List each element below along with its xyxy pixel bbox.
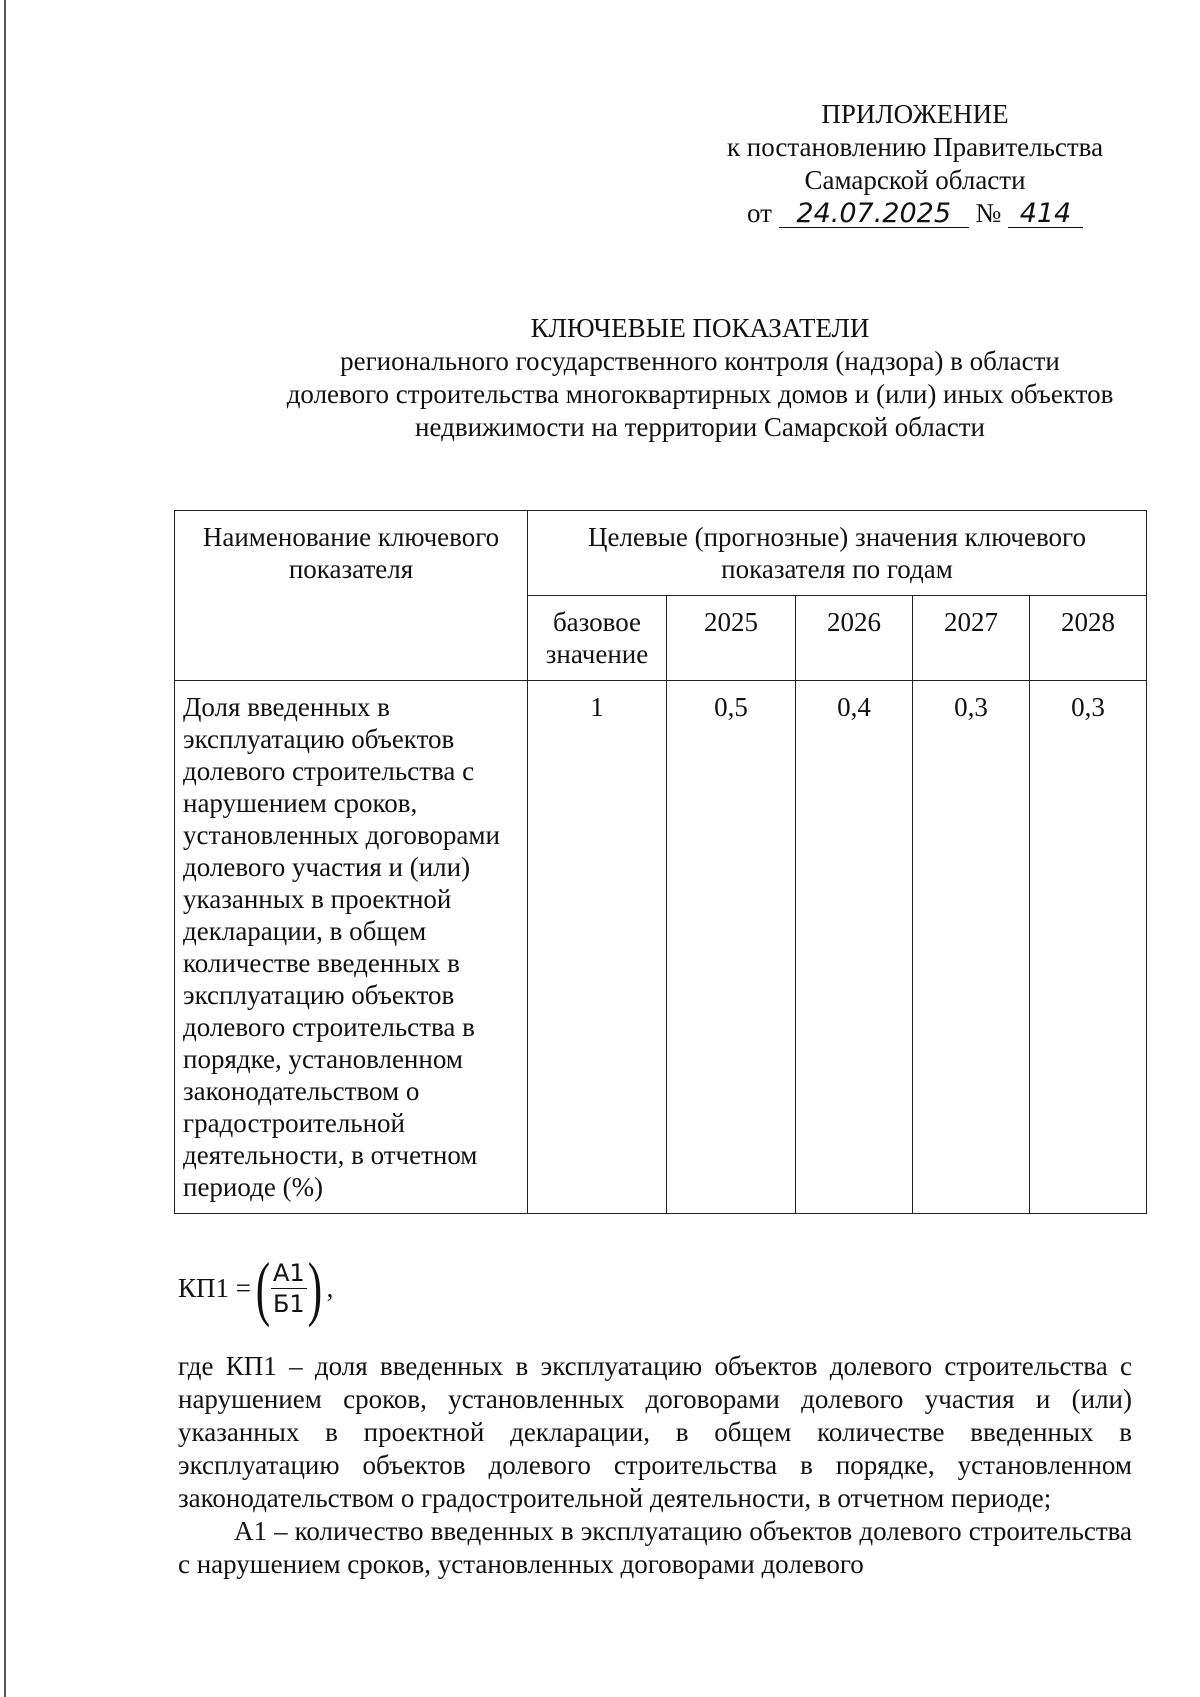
value-2028: 0,3 <box>1030 681 1147 1214</box>
paragraph-definition-a1: А1 – количество введенных в эксплуатацию объектов долевого строительства с нарушением сроков, установленных договорами долевого <box>178 1516 1132 1579</box>
value-base: 1 <box>528 681 667 1214</box>
value-2026: 0,4 <box>796 681 913 1214</box>
title-heading: КЛЮЧЕВЫЕ ПОКАЗАТЕЛИ <box>530 313 870 343</box>
header-year-2027: 2027 <box>913 596 1030 681</box>
handwritten-date: 24.07.2025 <box>779 201 969 228</box>
body-text <box>178 1350 1132 1581</box>
formula-numerator: А1 <box>272 1258 305 1287</box>
appendix-title: ПРИЛОЖЕНИЕ <box>821 99 1009 129</box>
header-indicator-name: Наименование ключевого показателя <box>175 511 528 681</box>
formula-kp1 <box>178 1248 334 1328</box>
header-year-2025: 2025 <box>667 596 796 681</box>
appendix-block <box>705 98 1125 230</box>
formula-lhs: КП1 = <box>178 1272 251 1303</box>
appendix-line-1: к постановлению Правительства <box>726 132 1104 162</box>
handwritten-number: 414 <box>1008 201 1083 228</box>
header-base-value: базовое значение <box>528 596 667 681</box>
table-header-row <box>175 511 1147 596</box>
value-2025: 0,5 <box>667 681 796 1214</box>
document-title <box>200 312 1200 444</box>
formula-fraction <box>271 1258 307 1319</box>
title-line-1: регионального государственного контроля (надзора) в области <box>340 346 1060 376</box>
appendix-line-2: Самарской области <box>804 165 1026 195</box>
left-paren: ( <box>255 1248 271 1328</box>
formula-denominator: Б1 <box>272 1289 305 1318</box>
value-2027: 0,3 <box>913 681 1030 1214</box>
title-line-2: долевого строительства многоквартирных домов и (или) иных объектов <box>286 379 1114 409</box>
title-line-3: недвижимости на территории Самарской области <box>415 412 985 442</box>
indicator-name-cell: Доля введенных в эксплуатацию объектов долевого строительства с нарушением сроков, установленных договорами долевого участия и (или) указанных в проектной декларации, в общем количестве введенных в эксплуатацию объектов долевого строительства в порядке, установленном законодательством о градостроительной деятельности, в отчетном периоде (%) <box>175 681 528 1214</box>
appendix-date-row <box>705 197 1125 230</box>
header-year-2026: 2026 <box>796 596 913 681</box>
formula-trailing: , <box>326 1272 334 1303</box>
number-prefix: № <box>975 198 1002 228</box>
paragraph-definition-kp1: где КП1 – доля введенных в эксплуатацию объектов долевого строительства с нарушением сроков, установленных договорами долевого участия и (или) указанных в проектной декларации, в общем количестве введенных в эксплуатацию объектов долевого строительства в порядке, установленном законодательством о градостроительной деятельности, в отчетном периоде; <box>178 1351 1132 1513</box>
date-prefix: от <box>747 198 772 228</box>
table-row <box>175 681 1147 1214</box>
indicators-table <box>174 510 1147 1214</box>
header-target-values: Целевые (прогнозные) значения ключевого показателя по годам <box>528 511 1147 596</box>
right-paren: ) <box>307 1248 322 1328</box>
header-year-2028: 2028 <box>1030 596 1147 681</box>
page-margin-line <box>4 0 6 1697</box>
